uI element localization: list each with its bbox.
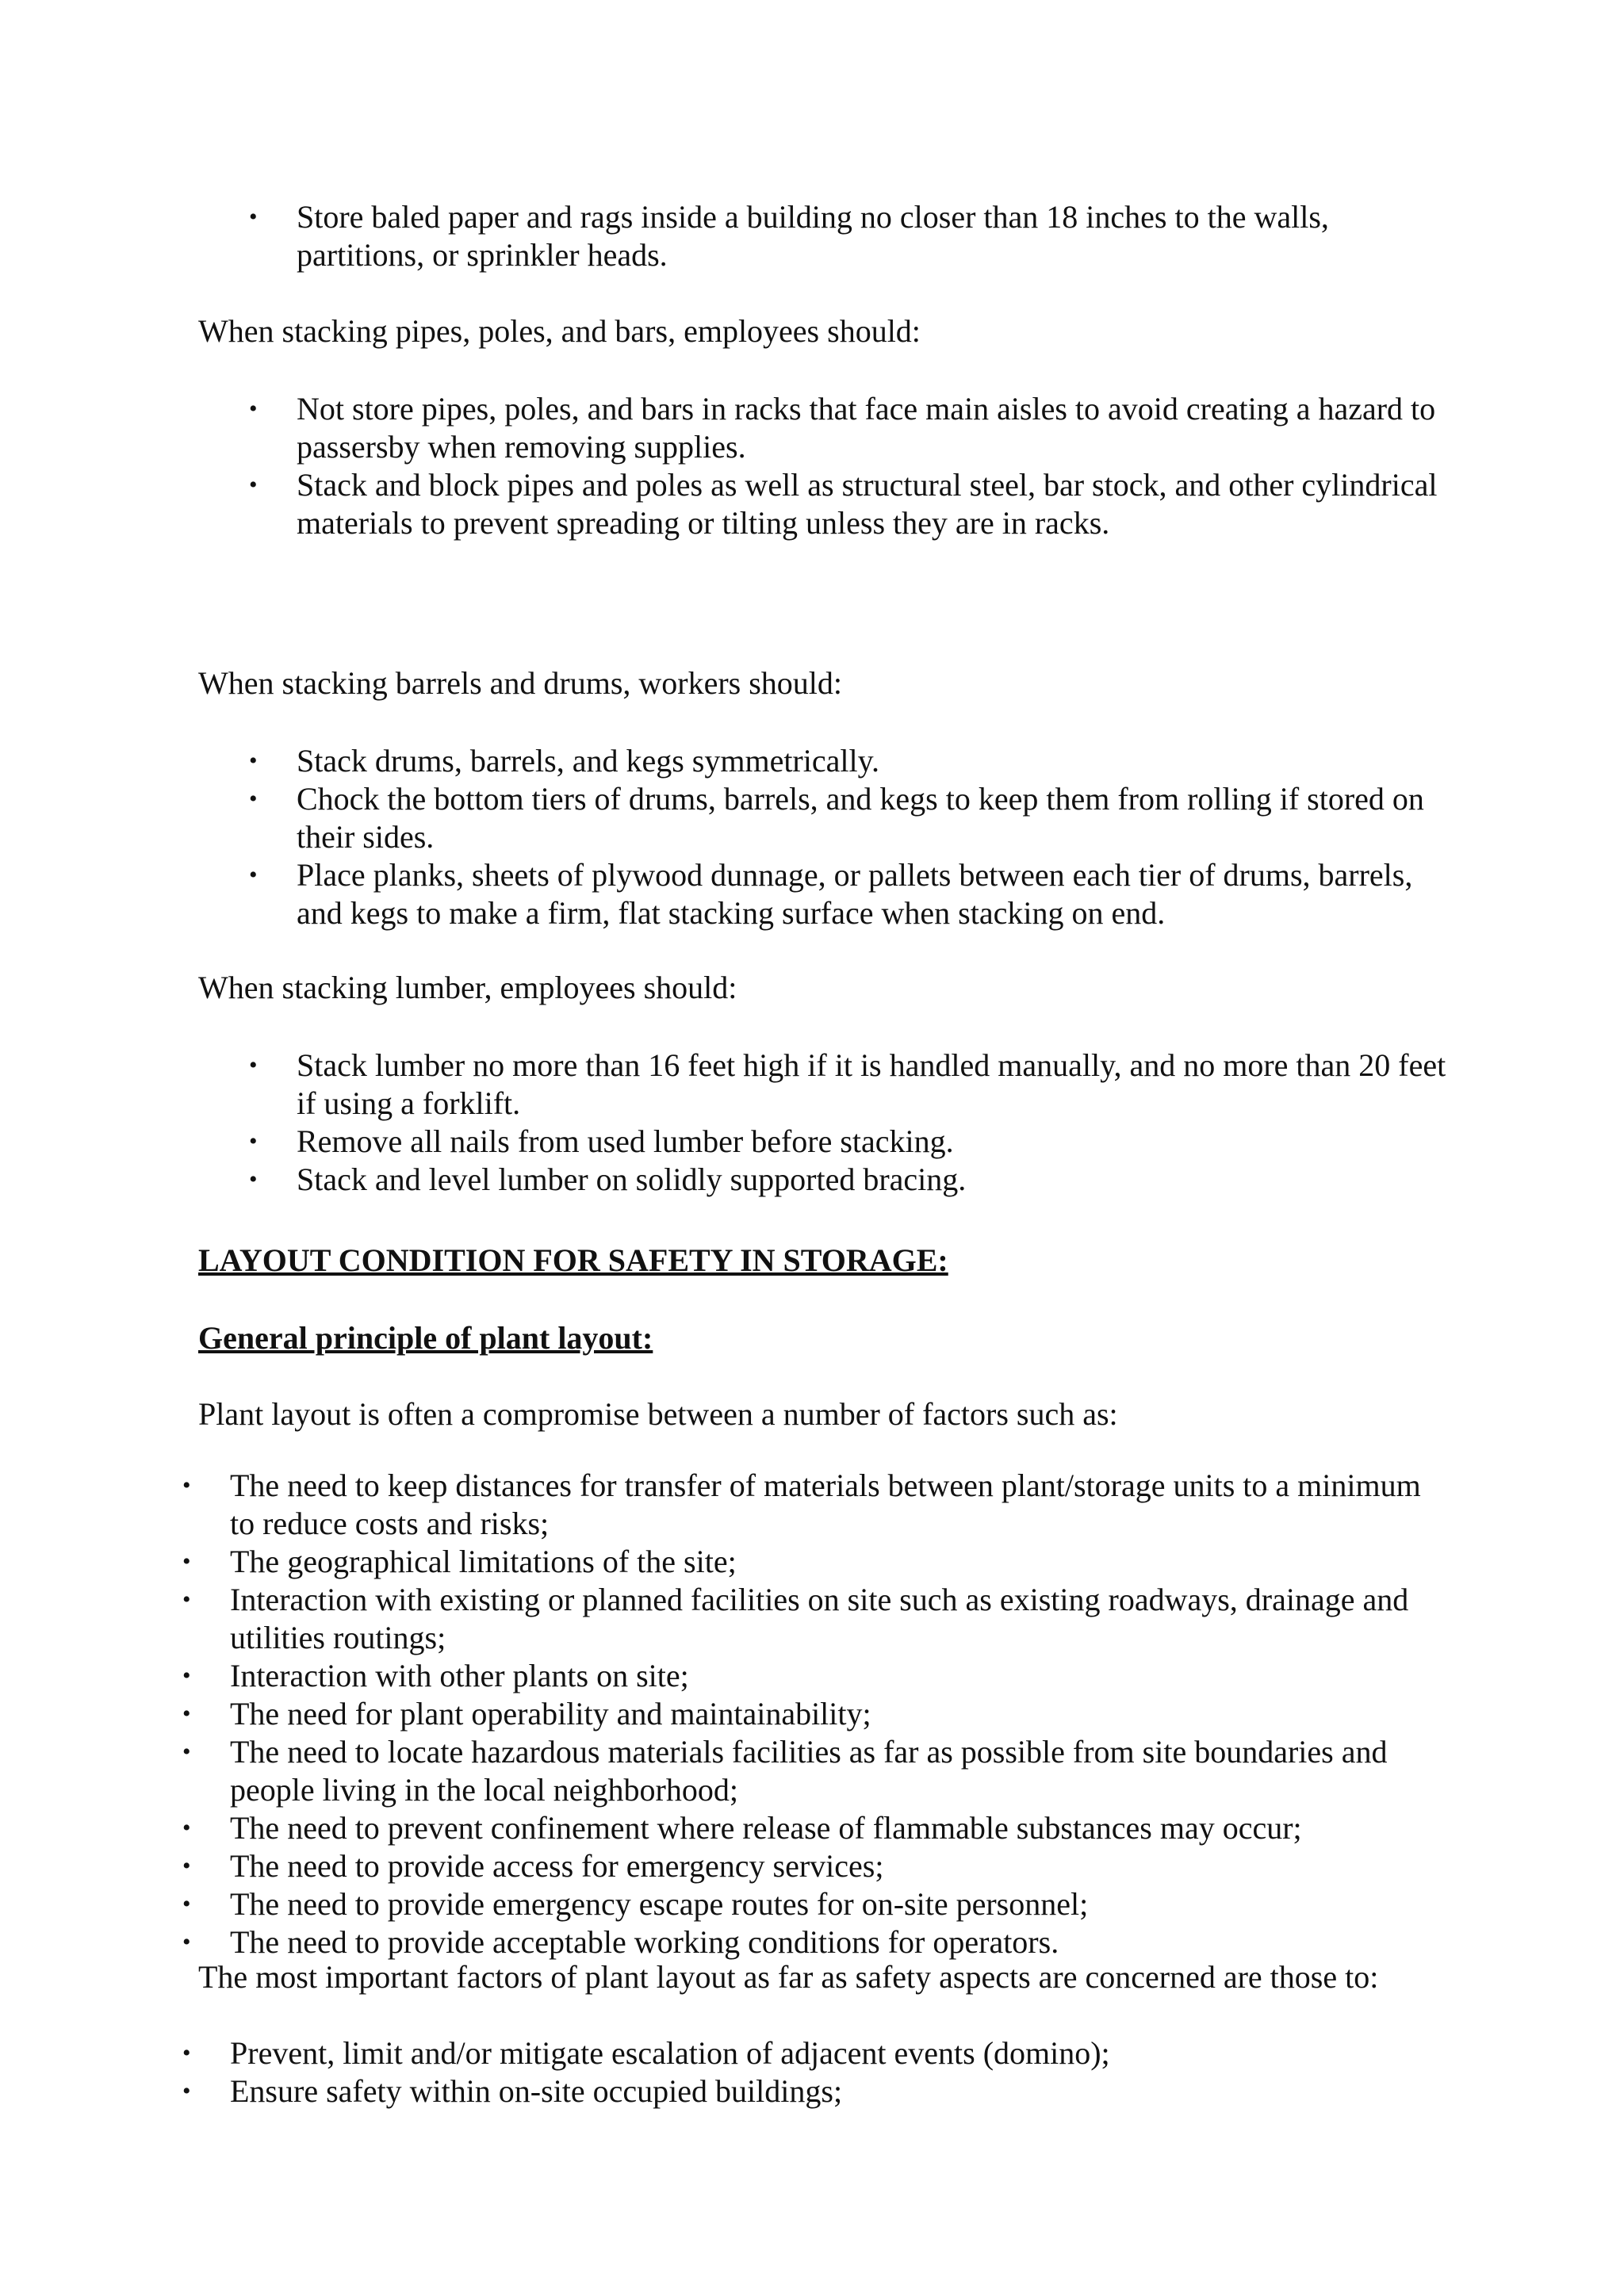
list-item-text: Interaction with other plants on site;: [230, 1658, 689, 1693]
principle-heading: General principle of plant layout:: [198, 1320, 653, 1356]
layout-heading: LAYOUT CONDITION FOR SAFETY IN STORAGE:: [198, 1242, 948, 1278]
list-item-text: Not store pipes, poles, and bars in racks that face main aisles to avoid creating a hazard to passersby when removing supplies.: [297, 391, 1436, 465]
bullet-icon: •: [182, 1586, 191, 1613]
list-item-text: Prevent, limit and/or mitigate escalation of adjacent events (domino);: [230, 2035, 1110, 2071]
list-item: [249, 1161, 1454, 1199]
bullet-icon: •: [182, 1853, 191, 1879]
layout-intro: Plant layout is often a compromise between a number of factors such as:: [198, 1396, 1118, 1432]
list-item: [249, 198, 1454, 274]
list-item-text: The need to provide access for emergency services;: [230, 1848, 884, 1884]
bullet-icon: •: [249, 1052, 258, 1078]
bullet-icon: •: [249, 1128, 258, 1154]
barrels-list: [249, 742, 1454, 932]
list-item-text: The need for plant operability and maintainability;: [230, 1696, 871, 1732]
baled-paper-list: [249, 198, 1454, 274]
pipes-list: [249, 390, 1454, 542]
bullet-icon: •: [182, 1663, 191, 1689]
list-item: [182, 1885, 1451, 1923]
bullet-icon: •: [249, 862, 258, 888]
list-item: [182, 1543, 1451, 1581]
bullet-icon: •: [182, 1739, 191, 1765]
list-item-text: Ensure safety within on-site occupied buildings;: [230, 2073, 843, 2109]
list-item-text: The need to provide emergency escape routes for on-site personnel;: [230, 1886, 1089, 1922]
list-item-text: The need to provide acceptable working conditions for operators.: [230, 1924, 1059, 1960]
list-item-text: The need to locate hazardous materials facilities as far as possible from site boundaries and people living in the local neighborhood;: [230, 1734, 1388, 1808]
list-item: [249, 742, 1454, 780]
list-item: [182, 1581, 1451, 1657]
lumber-list: [249, 1047, 1454, 1199]
pipes-intro: When stacking pipes, poles, and bars, employees should:: [198, 313, 921, 349]
list-item: [249, 466, 1454, 542]
bullet-icon: •: [182, 2078, 191, 2104]
bullet-icon: •: [182, 1929, 191, 1955]
safety-factors-list: [182, 2034, 1451, 2110]
list-item-text: Chock the bottom tiers of drums, barrels, and kegs to keep them from rolling if stored on their sides.: [297, 781, 1424, 855]
list-item: [249, 1047, 1454, 1123]
list-item-text: Stack and block pipes and poles as well as structural steel, bar stock, and other cylindrical materials to prevent spreading or tilting unless they are in racks.: [297, 467, 1438, 541]
list-item: [249, 1123, 1454, 1161]
list-item: [182, 1733, 1451, 1809]
list-item: [182, 1847, 1451, 1885]
list-item-text: Store baled paper and rags inside a building no closer than 18 inches to the walls, partitions, or sprinkler heads.: [297, 199, 1329, 273]
list-item-text: Stack drums, barrels, and kegs symmetrically.: [297, 743, 879, 779]
list-item: [182, 1657, 1451, 1695]
list-item: [182, 1695, 1451, 1733]
list-item: [182, 2034, 1451, 2072]
bullet-icon: •: [182, 1891, 191, 1917]
list-item: [249, 856, 1454, 932]
bullet-icon: •: [249, 396, 258, 422]
list-item: [182, 1923, 1451, 1961]
list-item: [182, 2072, 1451, 2110]
list-item-text: Interaction with existing or planned facilities on site such as existing roadways, drainage and utilities routings;: [230, 1582, 1409, 1655]
list-item: [182, 1467, 1451, 1543]
list-item: [249, 780, 1454, 856]
bullet-icon: •: [249, 472, 258, 498]
lumber-intro: When stacking lumber, employees should:: [198, 970, 737, 1005]
list-item-text: Remove all nails from used lumber before stacking.: [297, 1123, 954, 1159]
bullet-icon: •: [249, 1166, 258, 1192]
list-item: [249, 390, 1454, 466]
bullet-icon: •: [249, 748, 258, 774]
list-item-text: Stack and level lumber on solidly supported bracing.: [297, 1161, 967, 1197]
list-item-text: The need to keep distances for transfer of materials between plant/storage units to a minimum to reduce costs and risks;: [230, 1468, 1421, 1541]
bullet-icon: •: [182, 1815, 191, 1841]
bullet-icon: •: [249, 204, 258, 230]
bullet-icon: •: [182, 1548, 191, 1575]
list-item: [182, 1809, 1451, 1847]
barrels-intro: When stacking barrels and drums, workers should:: [198, 665, 843, 701]
list-item-text: Place planks, sheets of plywood dunnage, or pallets between each tier of drums, barrels, and kegs to make a firm, flat stacking surface when stacking on end.: [297, 857, 1413, 931]
bullet-icon: •: [182, 1472, 191, 1498]
safety-intro: The most important factors of plant layout as far as safety aspects are concerned are those to:: [198, 1959, 1379, 1995]
list-item-text: Stack lumber no more than 16 feet high if it is handled manually, and no more than 20 feet if using a forklift.: [297, 1047, 1446, 1121]
bullet-icon: •: [182, 1701, 191, 1727]
layout-factors-list: [182, 1467, 1451, 1961]
bullet-icon: •: [249, 786, 258, 812]
list-item-text: The geographical limitations of the site;: [230, 1544, 737, 1579]
list-item-text: The need to prevent confinement where release of flammable substances may occur;: [230, 1810, 1302, 1846]
bullet-icon: •: [182, 2040, 191, 2066]
